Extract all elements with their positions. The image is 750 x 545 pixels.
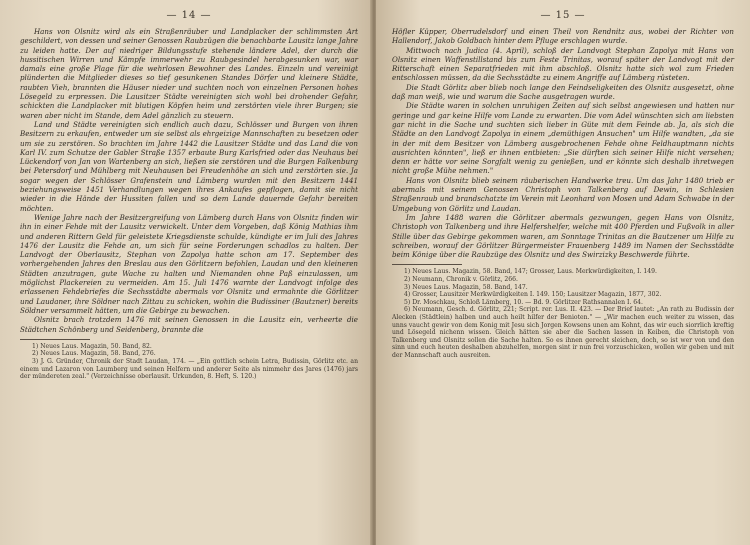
- right-page: [376, 0, 750, 545]
- left-page: [0, 0, 372, 545]
- page-number: — 14 —: [166, 10, 212, 21]
- paragraph: Höfler Küpper, Oberrudelsdorf und einen Theil von Rendnitz aus, wobei der Richter von Hallendorf, Jakob Goldbach hinter dem Pfluge erschlagen wurde.: [392, 27, 734, 46]
- footnotes: [20, 343, 358, 381]
- paragraph: Hans von Olsnitz wird als ein Straßenräuber und Landplacker der schlimmsten Art geschildert, von dessen und seiner Genossen Raubzügen die benachbarte Lausitz lange Jahre zu leiden hatte. Der auf niedriger Bildungsstufe stehende ländere Adel, der durch die hussitischen Wirren und Kämpfe immerwehr zu Raubgesindel herabgesunken war, war damals eine große Plage für die wehrlosen Bewohner des Landes. Einzeln und vereinigt plünderten die Mitglieder dieses so tief gesunkenen Standes Dörfer und kleinere Städte, raubten Vieh, brannten die Häuser nieder und suchten noch von einzelnen Personen hohes Lösegeld zu erpressen. Die Lausitzer Städte vereinigten sich wohl bei drohender Gefahr, schickten die Landplacker mit blutigen Köpfen heim und zerstörten viele ihrer Burgen; sie waren aber nicht im Stande, dem Adel gänzlich zu steuern.: [20, 27, 358, 120]
- paragraph: Die Städte waren in solchen unruhigen Zeiten auf sich selbst angewiesen und hatten nur geringe und gar keine Hilfe vom Lande zu erwarten. Die vom Adel wünschten sich am liebsten gar nicht in die Sache und suchten sich lieber in Güte mit dem Feinde ab. Ja, als sich die Städte an den Landvogt Zapolya in einem „demüthigen Ansuchen" um Hilfe wandten, „da sie in der mit dem Besitzer von Lämberg ausgebrochenen Fehde ohne Feldhauptmann nichts ausrichten könnten", ließ er ihnen entbieten: „Sie dürften sich seiner Hilfe nicht versehen; denn er hätte vor seine Sorgfalt wenig zu genießen, und er könnte sich deshalb ihretwegen nicht große Mühe nehmen.": [392, 101, 734, 176]
- footnote-divider: [20, 339, 90, 340]
- paragraph: Wenige Jahre nach der Besitzergreifung von Lämberg durch Hans von Olsnitz finden wir ihn in einer Fehde mit der Lausitz verwickelt. Unter dem Vorgeben, daß König Mathias ihm und anderen Rittern Geld für geleistete Kriegsdienste schulde, kündigte er im Juli des Jahres 1476 der Lausitz die Fehde an, um sich für seine Forderungen schadlos zu halten. Der Landvogt der Oberlausitz, Stephan von Zapolya hatte schon am 17. September des vorhergehenden Jahres den Breslau aus den Görlitzern befohlen, Laudan und den kleineren Städten anzutragen, gute Wache zu halten und Niemanden ohne Paß einzulassen, um möglichst Plackereien zu vermeiden. Am 15. Juli 1476 warnte der Landvogt infolge des erlassenen Fehdebriefes die Sechsstädte abermals vor Olsnitz und ermahnte die Görlitzer und Laudaner, ihre Söldner nach Zittau zu schicken, wohin die Budissiner (Bautzner) bereits Söldner versammelt hätten, um die Gebirge zu bewachen.: [20, 212, 358, 315]
- page-number: — 15 —: [540, 10, 586, 21]
- paragraph: Im Jahre 1488 waren die Görlitzer abermals gezwungen, gegen Hans von Olsnitz, Christoph von Talkenberg und ihre Helfershelfer, welche mit 400 Pferden und Fußvolk in aller Stille über das Gebirge gekommen waren, am Sonntage Trinitas an die Bautzener um Hilfe zu schreiben, worauf der Görlitzer Bürgermeister Frauenberg 1489 im Namen der Sechsstädte beim Könige über die Raubzüge des Olsnitz und des Swirzizky Beschwerde führte.: [392, 212, 734, 260]
- paragraph: Olsnitz brach trotzdem 1476 mit seinen Genossen in die Lausitz ein, verheerte die Städtchen Schönberg und Seidenberg, brannte die: [20, 315, 358, 334]
- footnote: 1) Neues Laus. Magazin, 50. Band, 82.: [32, 342, 152, 350]
- main-text: [20, 27, 358, 334]
- paragraph: Mittwoch nach Judica (4. April), schloß der Landvogt Stephan Zapolya mit Hans von Olsnitz einen Waffenstillstand bis zum Feste Trinitas, worauf später der Landvogt mit der Ritterschaft einen Separatfrieden mit ihm abschloß. Olsnitz hatte sich wol zum Frieden entschlossen müssen, da die Sechsstädte zu einem Angriffe auf Lämberg rüsteten.: [392, 45, 734, 83]
- footnote: 5) Dr. Moschkau, Schloß Lämberg, 10. — Bd. 9. Görlitzer Rathsannalen I. 64.: [404, 298, 643, 306]
- footnotes: [392, 268, 734, 359]
- footnote: 6) Neumann, Gesch. d. Görlitz, 221; Script. rer. Lus. II. 423. — Der Brief lautet: „An rath zu Budissin der Alecken (Städtlein) halben und auch heilt hilfer der Benioten." — „Wir machen euch weiter zu wissen, das unns vaucht gewir von dem Konig mit Jesu sich Jorgen Kowsens unen am Kohnt, das wir euch siorrlich kreftig und Lösegeld nichenn wissen. Gleich hätten sie aber die Sachen lassen in Keiben, die Christoph von Talkenberg und Olsnitz sollen die Sache halten. So es ihnen gerecht sleichen, doch, so ist wer von und den sinn und euch heuten deshalben abzuhelfen, morgen sint ir nun frei vorzuschicken, wollen wir geben und mit der Mannschaft auch ausreiten.: [392, 306, 734, 359]
- main-text: [392, 27, 734, 259]
- footnote: 2) Neumann, Chronik v. Görlitz, 266.: [404, 276, 518, 284]
- footnote: 4) Grosser, Lausitzer Merkwürdigkeiten I. 149. 150; Lausitzer Magazin, 1877, 302.: [404, 291, 662, 299]
- paragraph: Hans von Olsnitz blieb seinem räuberischen Handwerke treu. Um das Jahr 1480 trieb er abermals mit seinem Genossen Christoph von Talkenberg auf Dewin, in Schlesien Straßenraub und brandschatzte im Verein mit Leonhard von Mosen und Adam Schwabe in der Umgebung von Görlitz und Laudan.: [392, 175, 734, 213]
- paragraph: Land und Städte vereinigten sich endlich auch dazu, Schlösser und Burgen von ihren Besitzern zu erkaufen, entweder um sie selbst als ehrgeizige Mannschaften zu besetzen oder um sie zu zerstören. So brachten im Jahre 1442 die Lausitzer Städte und das Land die von Karl IV. zum Schutze der Gabler Straße 1357 erbaute Burg Karlsfried oder das Neuhaus bei Lückendorf von Jan von Wartenberg an sich, ließen sie zerstören und die Burgen Falkenburg bei Petersdorf und Mühlberg mit Neuhausen bei Freudenhöhe an sich und zerstörten sie. Ja sogar wegen der Schlösser Grafenstein und Lämberg wurden mit den Besitzern 1441 beziehungsweise 1451 Verhandlungen wegen ihres Ankaufes gepflogen, damit sie nicht wieder in die Hände der Hussiten fallen und so dem Lande dauernde Gefahr bereiten möchten.: [20, 119, 358, 213]
- footnote: 3) Neues Laus. Magazin, 58. Band, 147.: [404, 283, 528, 291]
- paragraph: Die Stadt Görlitz aber blieb noch lange den Feindseligkeiten des Olsnitz ausgesetzt, ohne daß man weiß, wie und warum die Sache ausgetragen wurde.: [392, 82, 734, 102]
- footnote: 1) Neues Laus. Magazin, 58. Band, 147; Grosser, Laus. Merkwürdigkeiten, I. 149.: [404, 268, 657, 276]
- footnote-divider: [392, 264, 462, 265]
- footnote: 2) Neues Laus. Magazin, 58. Band, 276.: [32, 350, 156, 358]
- footnote: 3) J. G. Gründer, Chronik der Stadt Laudan, 174. — „Ein gottlich schein Letra, Budissin, Görlitz etc. an einem und Lazaron von Laumberg und seinen Helfern und anderer Seite als nimmehr des Jares (1476) jars der mündereten zeal." (Verzeichnisse oberlausit. Urkunden, 8. Heft, S. 120.): [20, 357, 358, 381]
